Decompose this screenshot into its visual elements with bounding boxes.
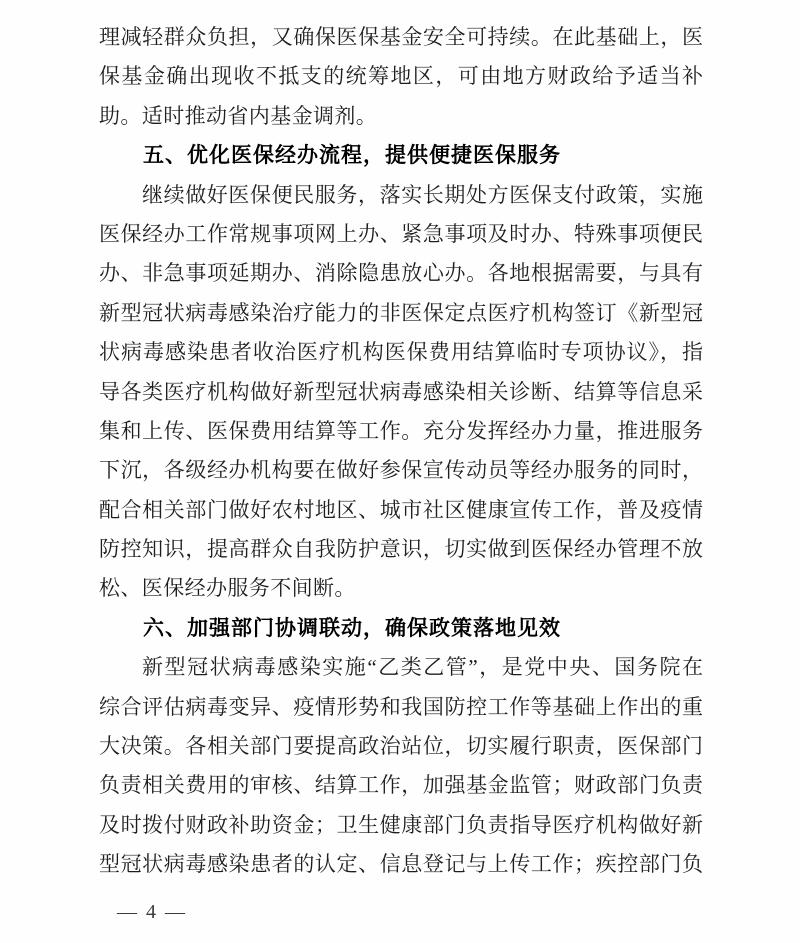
text-line: 松、医保经办服务不间断。: [99, 576, 356, 601]
text-line: 及时拨付财政补助资金；卫生健康部门负责指导医疗机构做好新: [99, 812, 703, 837]
text-line: 型冠状病毒感染患者的认定、信息登记与上传工作；疾控部门负: [99, 852, 703, 877]
text-line: 防控知识，提高群众自我防护意识，切实做到医保经办管理不放: [99, 537, 703, 562]
text-line: 继续做好医保便民服务，落实长期处方医保支付政策，实施: [142, 182, 703, 207]
section-5-paragraph: [99, 176, 703, 609]
text-line: 医保经办工作常规事项网上办、紧急事项及时办、特殊事项便民: [99, 221, 703, 246]
text-line: 导各类医疗机构做好新型冠状病毒感染相关诊断、结算等信息采: [99, 379, 703, 404]
text-line: 保基金确出现收不抵支的统筹地区，可由地方财政给予适当补: [99, 64, 703, 89]
page-footer: [117, 899, 187, 925]
text-line: 综合评估病毒变异、疫情形势和我国防控工作等基础上作出的重: [99, 694, 703, 719]
text-line: 状病毒感染患者收治医疗机构医保费用结算临时专项协议》，指: [99, 340, 703, 365]
text-line: 下沉，各级经办机构要在做好参保宣传动员等经办服务的同时，: [99, 458, 703, 483]
document-body: [99, 18, 703, 885]
text-line: 助。适时推动省内基金调剂。: [99, 103, 378, 128]
section-5-heading: 五、优化医保经办流程，提供便捷医保服务: [143, 144, 561, 168]
text-line: 负责相关费用的审核、结算工作，加强基金监管；财政部门负责: [99, 773, 703, 798]
continuation-paragraph: [99, 18, 703, 136]
text-line: 配合相关部门做好农村地区、城市社区健康宣传工作，普及疫情: [99, 497, 703, 522]
page-number: — 4 —: [117, 901, 187, 923]
section-6-paragraph: [99, 648, 703, 884]
text-line: 新型冠状病毒感染治疗能力的非医保定点医疗机构签订《新型冠: [99, 300, 703, 325]
text-line: 集和上传、医保费用结算等工作。充分发挥经办力量，推进服务: [99, 418, 703, 443]
text-line: 办、非急事项延期办、消除隐患放心办。各地根据需要，与具有: [99, 261, 703, 286]
text-line: 理减轻群众负担，又确保医保基金安全可持续。在此基础上，医: [99, 25, 703, 49]
text-line: 大决策。各相关部门要提高政治站位，切实履行职责，医保部门: [99, 734, 703, 759]
section-6-heading: 六、加强部门协调联动，确保政策落地见效: [143, 616, 561, 640]
text-line: 新型冠状病毒感染实施“乙类乙管”，是党中央、国务院在: [142, 655, 703, 680]
